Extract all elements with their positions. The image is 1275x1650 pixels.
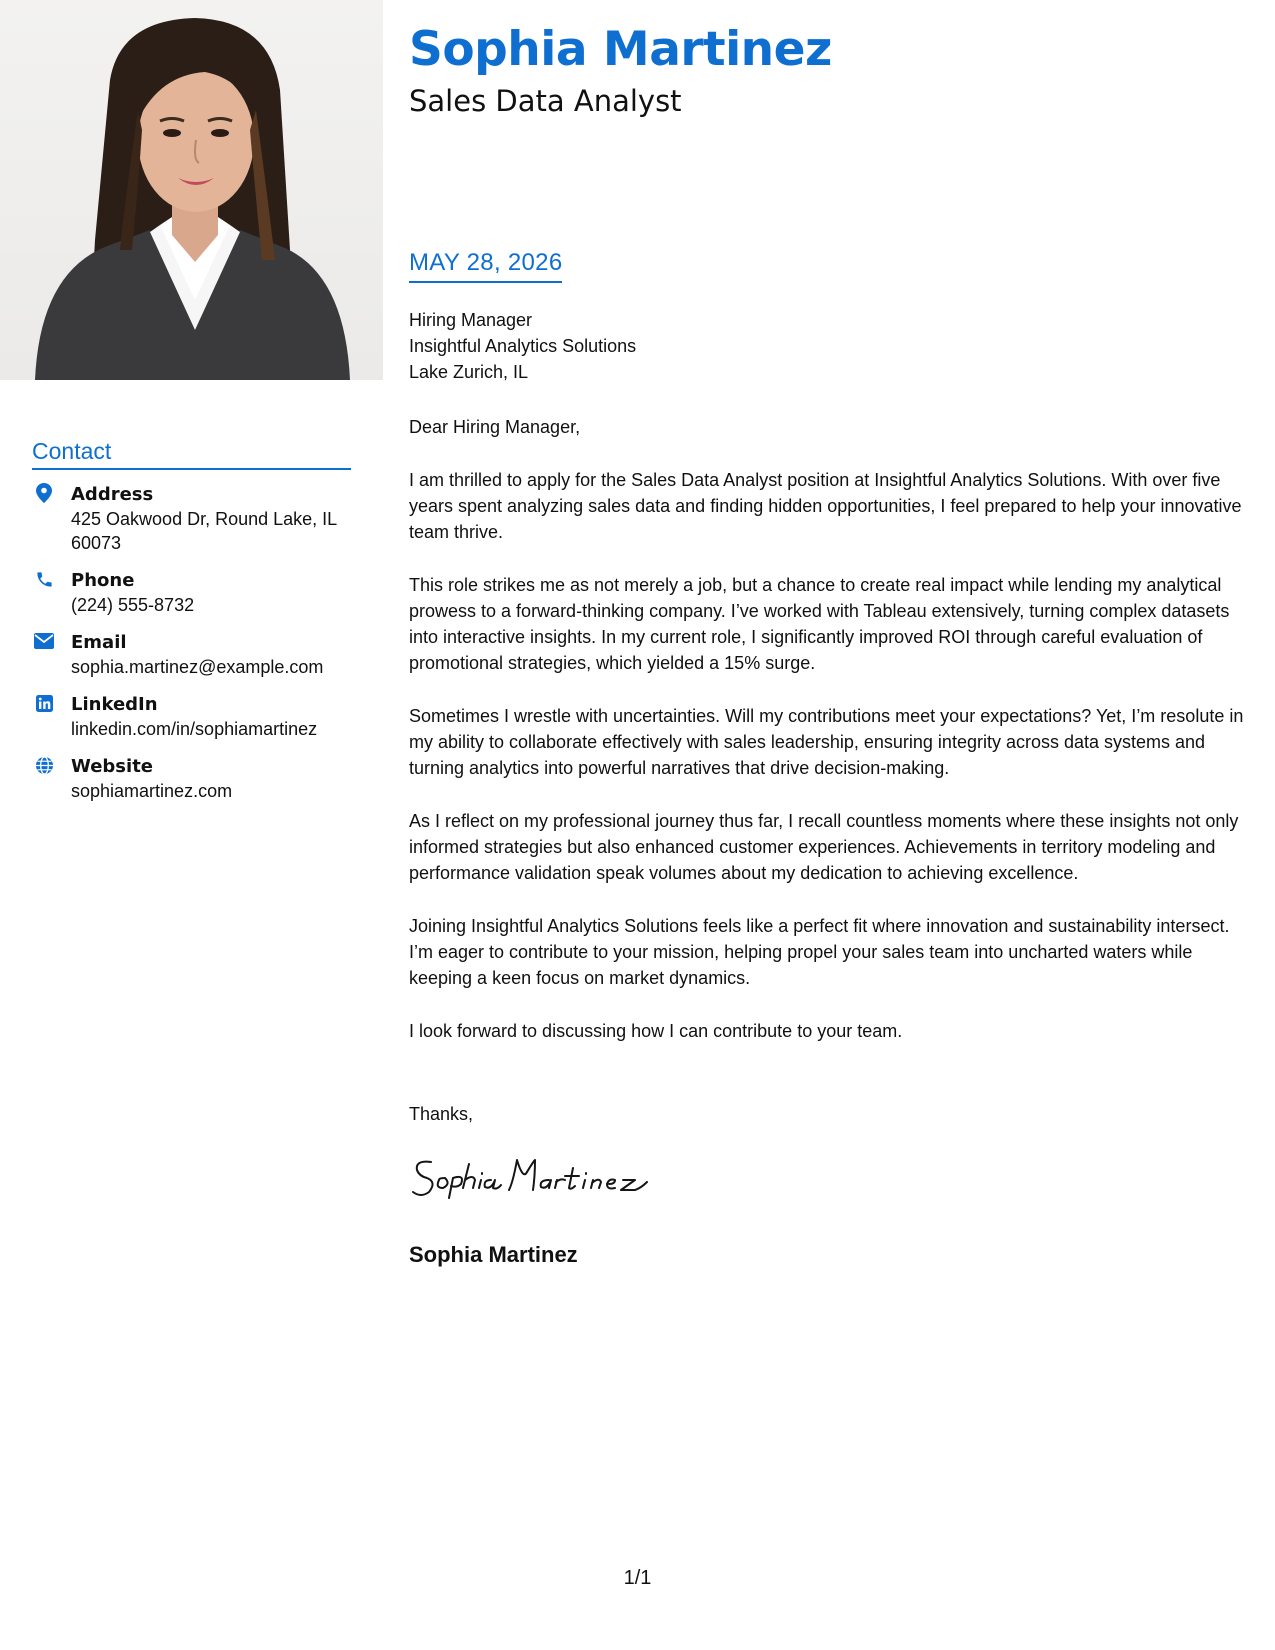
contact-label: Email [71,632,127,653]
contact-item-address [32,482,352,555]
linkedin-value[interactable]: linkedin.com/in/sophiamartinez [71,719,318,739]
contact-heading: Contact [32,438,351,470]
linkedin-icon [34,693,54,713]
contact-list [32,482,352,816]
paragraph: This role strikes me as not merely a job, but a chance to create real impact while lending my analytical prowess to a forward-thinking company. I’ve worked with Tableau extensively, turning complex datasets into interactive insights. In my current role, I significantly improved ROI through careful evaluation of promotional strategies, which yielded a 15% surge. [409,575,1230,673]
email-value[interactable]: sophia.martinez@example.com [71,657,324,677]
contact-item-phone [32,568,352,617]
profile-photo [0,0,383,380]
applicant-name: Sophia Martinez [409,22,832,77]
contact-item-website [32,754,352,803]
paragraph: I look forward to discussing how I can contribute to your team. [409,1021,903,1041]
website-value[interactable]: sophiamartinez.com [71,781,233,801]
contact-label: Phone [71,570,135,591]
map-pin-icon [34,483,54,503]
closing: Thanks, [409,1104,474,1124]
letter-body [409,467,1247,1071]
contact-label: LinkedIn [71,694,158,715]
recipient-line: Hiring Manager [409,310,533,330]
address-value: 425 Oakwood Dr, Round Lake, IL 60073 [71,509,337,553]
job-title: Sales Data Analyst [409,84,682,118]
contact-item-linkedin [32,692,352,741]
paragraph: Sometimes I wrestle with uncertainties. Will my contributions meet your expectations? Yet, I’m resolute in my ability to collaborate effectively with sales leadership, ensuring integrity across data systems and turning analytics into powerful narratives that drive decision-making. [409,706,1244,778]
globe-icon [34,755,54,775]
contact-label: Website [71,756,154,777]
phone-value[interactable]: (224) 555-8732 [71,595,195,615]
signature [409,1152,669,1207]
salutation: Dear Hiring Manager, [409,417,581,437]
paragraph: As I reflect on my professional journey thus far, I recall countless moments where these insights not only informed strategies but also enhanced customer experiences. Achievements in territory modeling and performance validation speak volumes about my dedication to achieving excellence. [409,811,1239,883]
recipient-line: Lake Zurich, IL [409,362,529,382]
envelope-icon [34,631,54,651]
recipient-line: Insightful Analytics Solutions [409,336,637,356]
contact-label: Address [71,484,154,505]
recipient-block [409,307,636,385]
signer-name: Sophia Martinez [409,1242,578,1267]
letter-date: MAY 28, 2026 [409,249,562,283]
contact-item-email [32,630,352,679]
phone-icon [34,569,54,589]
paragraph: Joining Insightful Analytics Solutions feels like a perfect fit where innovation and sustainability intersect. I’m eager to contribute to your mission, helping propel your sales team into uncharted waters while keeping a keen focus on market dynamics. [409,916,1230,988]
paragraph: I am thrilled to apply for the Sales Data Analyst position at Insightful Analytics Solutions. With over five years spent analyzing sales data and finding hidden opportunities, I feel prepared to help your innovative team thrive. [409,470,1242,542]
page-number: 1/1 [623,1567,652,1589]
